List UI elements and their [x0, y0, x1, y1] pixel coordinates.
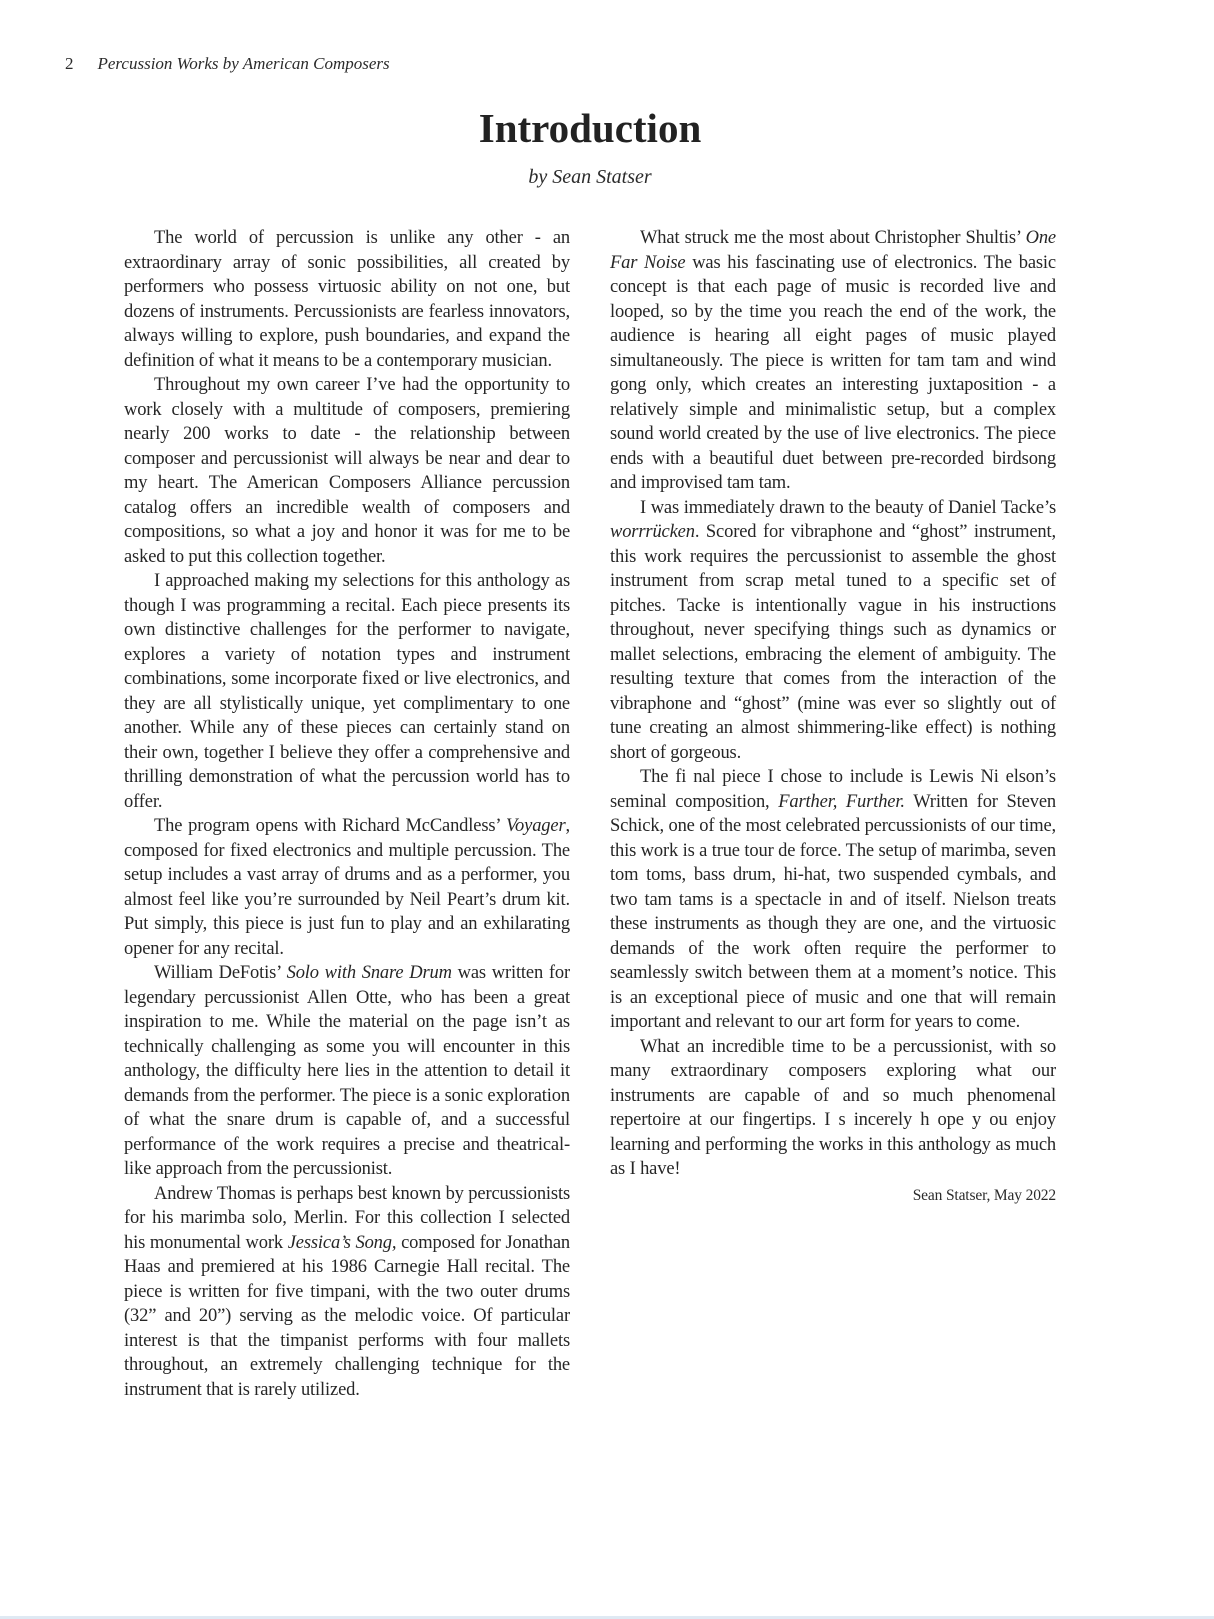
text-run: Throughout my own career I’ve had the opportunity to work closely with a multitude of composers, premiering nearly 200 works to date - the relationship between composer and percussionist will always be near and dear to my heart. The American Composers Alliance percussion catalog offers an incredible wealth of composers and compositions, so what a joy and honor it was for me to be asked to put this collection together.	[124, 375, 570, 567]
work-title: worrrücken	[610, 522, 695, 542]
paragraph	[124, 226, 570, 373]
page-number: 2	[65, 54, 74, 73]
paragraph	[610, 226, 1056, 496]
text-run: Written for Steven Schick, one of the most celebrated percussionists of our time, this work is a true tour de force. The setup of marimba, seven tom toms, bass drum, hi-hat, two suspended cymbals, and two tam tams is a spectacle in and of itself. Nielson treats these instruments as though they are one, and the virtuosic demands of the work often require the performer to seamlessly switch between them at a moment’s notice. This is an exceptional piece of music and one that will remain important and relevant to our art form for years to come.	[610, 791, 1056, 1032]
text-run: . Scored for vibraphone and “ghost” instrument, this work requires the percussionist to assemble the ghost instrument from scrap metal tuned to a specific set of pitches. Tacke is intentionally vague in his instructions throughout, never specifying things such as dynamics or mallet selections, embracing the element of ambiguity. The resulting texture that comes from the interaction of the vibraphone and “ghost” (mine was ever so slightly out of tune creating an almost shimmering-like effect) is nothing short of gorgeous.	[610, 522, 1056, 763]
work-title: One Far Noise	[610, 228, 1056, 273]
paragraph	[124, 569, 570, 814]
paragraph	[124, 373, 570, 569]
signature-line: Sean Statser, May 2022	[912, 1186, 1056, 1204]
paragraph	[124, 961, 570, 1182]
paragraph	[610, 1035, 1056, 1182]
text-run: I was immediately drawn to the beauty of Daniel Tacke’s	[640, 497, 1056, 518]
byline: by Sean Statser	[528, 166, 652, 188]
paragraph	[610, 496, 1056, 766]
text-run: , composed for fixed electronics and multiple percussion. The setup includes a vast array of drums and as a performer, you almost feel like you’re surrounded by Neil Peart’s drum kit. Put simply, this piece is just fun to play and an exhilarating opener for any recital.	[124, 816, 570, 959]
column-right	[610, 226, 1056, 1402]
text-run: What an incredible time to be a percussionist, with so many extraordinary composers exploring what our instruments are capable of and so much phenomenal repertoire at our fingertips. I s incerely h ope y ou enjoy learning and performing the works in this anthology as much as I have!	[610, 1036, 1056, 1179]
text-run: The fi nal piece I chose to include is Lewis Ni elson’s seminal composition,	[610, 767, 1056, 812]
work-title: Solo with Snare Drum	[286, 963, 452, 983]
text-run: composed for Jonathan Haas and premiered at his 1986 Carnegie Hall recital. The piece is written for five timpani, with the two outer drums (32” and 20”) serving as the melodic voice. Of particular interest is that the timpanist performs with four mallets throughout, an extremely challenging technique for the instrument that is rarely utilized.	[124, 1232, 571, 1400]
work-title: Farther, Further.	[778, 791, 905, 812]
running-title: Percussion Works by American Composers	[97, 54, 390, 73]
text-run: The program opens with Richard McCandless’	[154, 816, 506, 836]
two-column-body	[124, 226, 1056, 1402]
paragraph	[610, 765, 1056, 1035]
text-run: was written for legendary percussionist Allen Otte, who has been a great inspiration to me. While the material on the page isn’t as technically challenging as some you will encounter in this anthology, the difficulty here lies in the attention to detail it demands from the performer. The piece is a sonic exploration of what the snare drum is capable of, and a successful performance of the work requires a precise and theatrical-like approach from the percussionist.	[124, 963, 570, 1179]
column-left	[124, 226, 570, 1402]
column-right-paragraphs	[610, 226, 1056, 1182]
paragraph	[124, 814, 570, 961]
paragraph	[124, 1182, 570, 1403]
text-run: I approached making my selections for this anthology as though I was programming a recital. Each piece presents its own distinctive challenges for the performer to navigate, explores a variety of notation types and instrument combinations, some incorporate fixed or live electronics, and they are all stylistically unique, yet complimentary to one another. While any of these pieces can certainly stand on their own, together I believe they offer a comprehensive and thrilling demonstration of what the percussion world has to offer.	[124, 571, 570, 812]
page-title: Introduction	[478, 105, 702, 151]
work-title: Jessica’s Song,	[287, 1232, 397, 1253]
text-run: Andrew Thomas is perhaps best known by percussionists for his marimba solo, Merlin. For this collection I selected his monumental work	[124, 1183, 570, 1253]
text-run: William DeFotis’	[154, 963, 287, 983]
text-run: What struck me the most about Christopher Shultis’	[640, 228, 1026, 248]
running-header	[65, 54, 390, 74]
text-run: The world of percussion is unlike any other - an extraordinary array of sonic possibilities, all created by performers who possess virtuosic ability on not one, but dozens of instruments. Percussionists are fearless innovators, always willing to explore, push boundaries, and expand the definition of what it means to be a contemporary musician.	[124, 228, 570, 371]
text-run: was his fascinating use of electronics. The basic concept is that each page of music is recorded live and looped, so by the time you reach the end of the work, the audience is hearing all eight pages of music played simultaneously. The piece is written for tam tam and wind gong only, which creates an interesting juxtaposition - a relatively simple and minimalistic setup, but a complex sound world created by the use of live electronics. The piece ends with a beautiful duet between pre-recorded birdsong and improvised tam tam.	[610, 252, 1056, 493]
work-title: Voyager	[505, 816, 566, 836]
